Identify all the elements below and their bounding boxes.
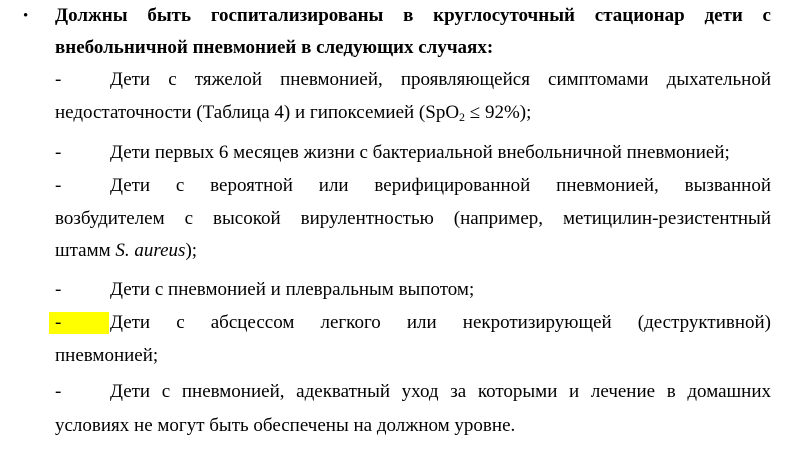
list-dash: -: [55, 381, 62, 402]
list-item-5-line-2: пневмонией;: [55, 345, 159, 366]
list-item-1-line-1: Дети с тяжелой пневмонией, проявляющейся симптомами дыхательной: [110, 69, 771, 90]
header-line-2: внебольничной пневмонией в следующих случаях:: [55, 37, 494, 58]
list-dash: -: [55, 175, 62, 196]
header-line-1: Должны быть госпитализированы в круглосуточный стационар дети с: [55, 5, 771, 26]
highlighted-list-dash: -: [49, 312, 109, 334]
list-item-6-line-2: условиях не могут быть обеспечены на должном уровне.: [55, 415, 516, 436]
list-item-4-line-1: Дети с пневмонией и плевральным выпотом;: [110, 279, 475, 300]
list-item-3-line-3: штамм S. aureus);: [55, 240, 198, 261]
list-item-6-line-1: Дети с пневмонией, адекватный уход за которыми и лечение в домашних: [110, 381, 771, 402]
list-item-2-line-1: Дети первых 6 месяцев жизни с бактериальной внебольничной пневмонией;: [110, 142, 730, 163]
list-item-3-line-2: возбудителем с высокой вирулентностью (например, метицилин-резистентный: [55, 208, 771, 229]
list-dash: -: [55, 279, 62, 300]
list-item-3-line-1: Дети с вероятной или верифицированной пневмонией, вызванной: [110, 175, 771, 196]
bullet-icon: •: [23, 8, 29, 24]
subscript: 2: [459, 110, 466, 124]
list-dash: -: [55, 142, 62, 163]
list-item-5-line-1: Дети с абсцессом легкого или некротизирующей (деструктивной): [110, 312, 771, 333]
list-dash: -: [55, 69, 62, 90]
list-item-1-line-2: недостаточности (Таблица 4) и гипоксемией (SpO$_2$ ≤ 92%);: [55, 102, 532, 124]
